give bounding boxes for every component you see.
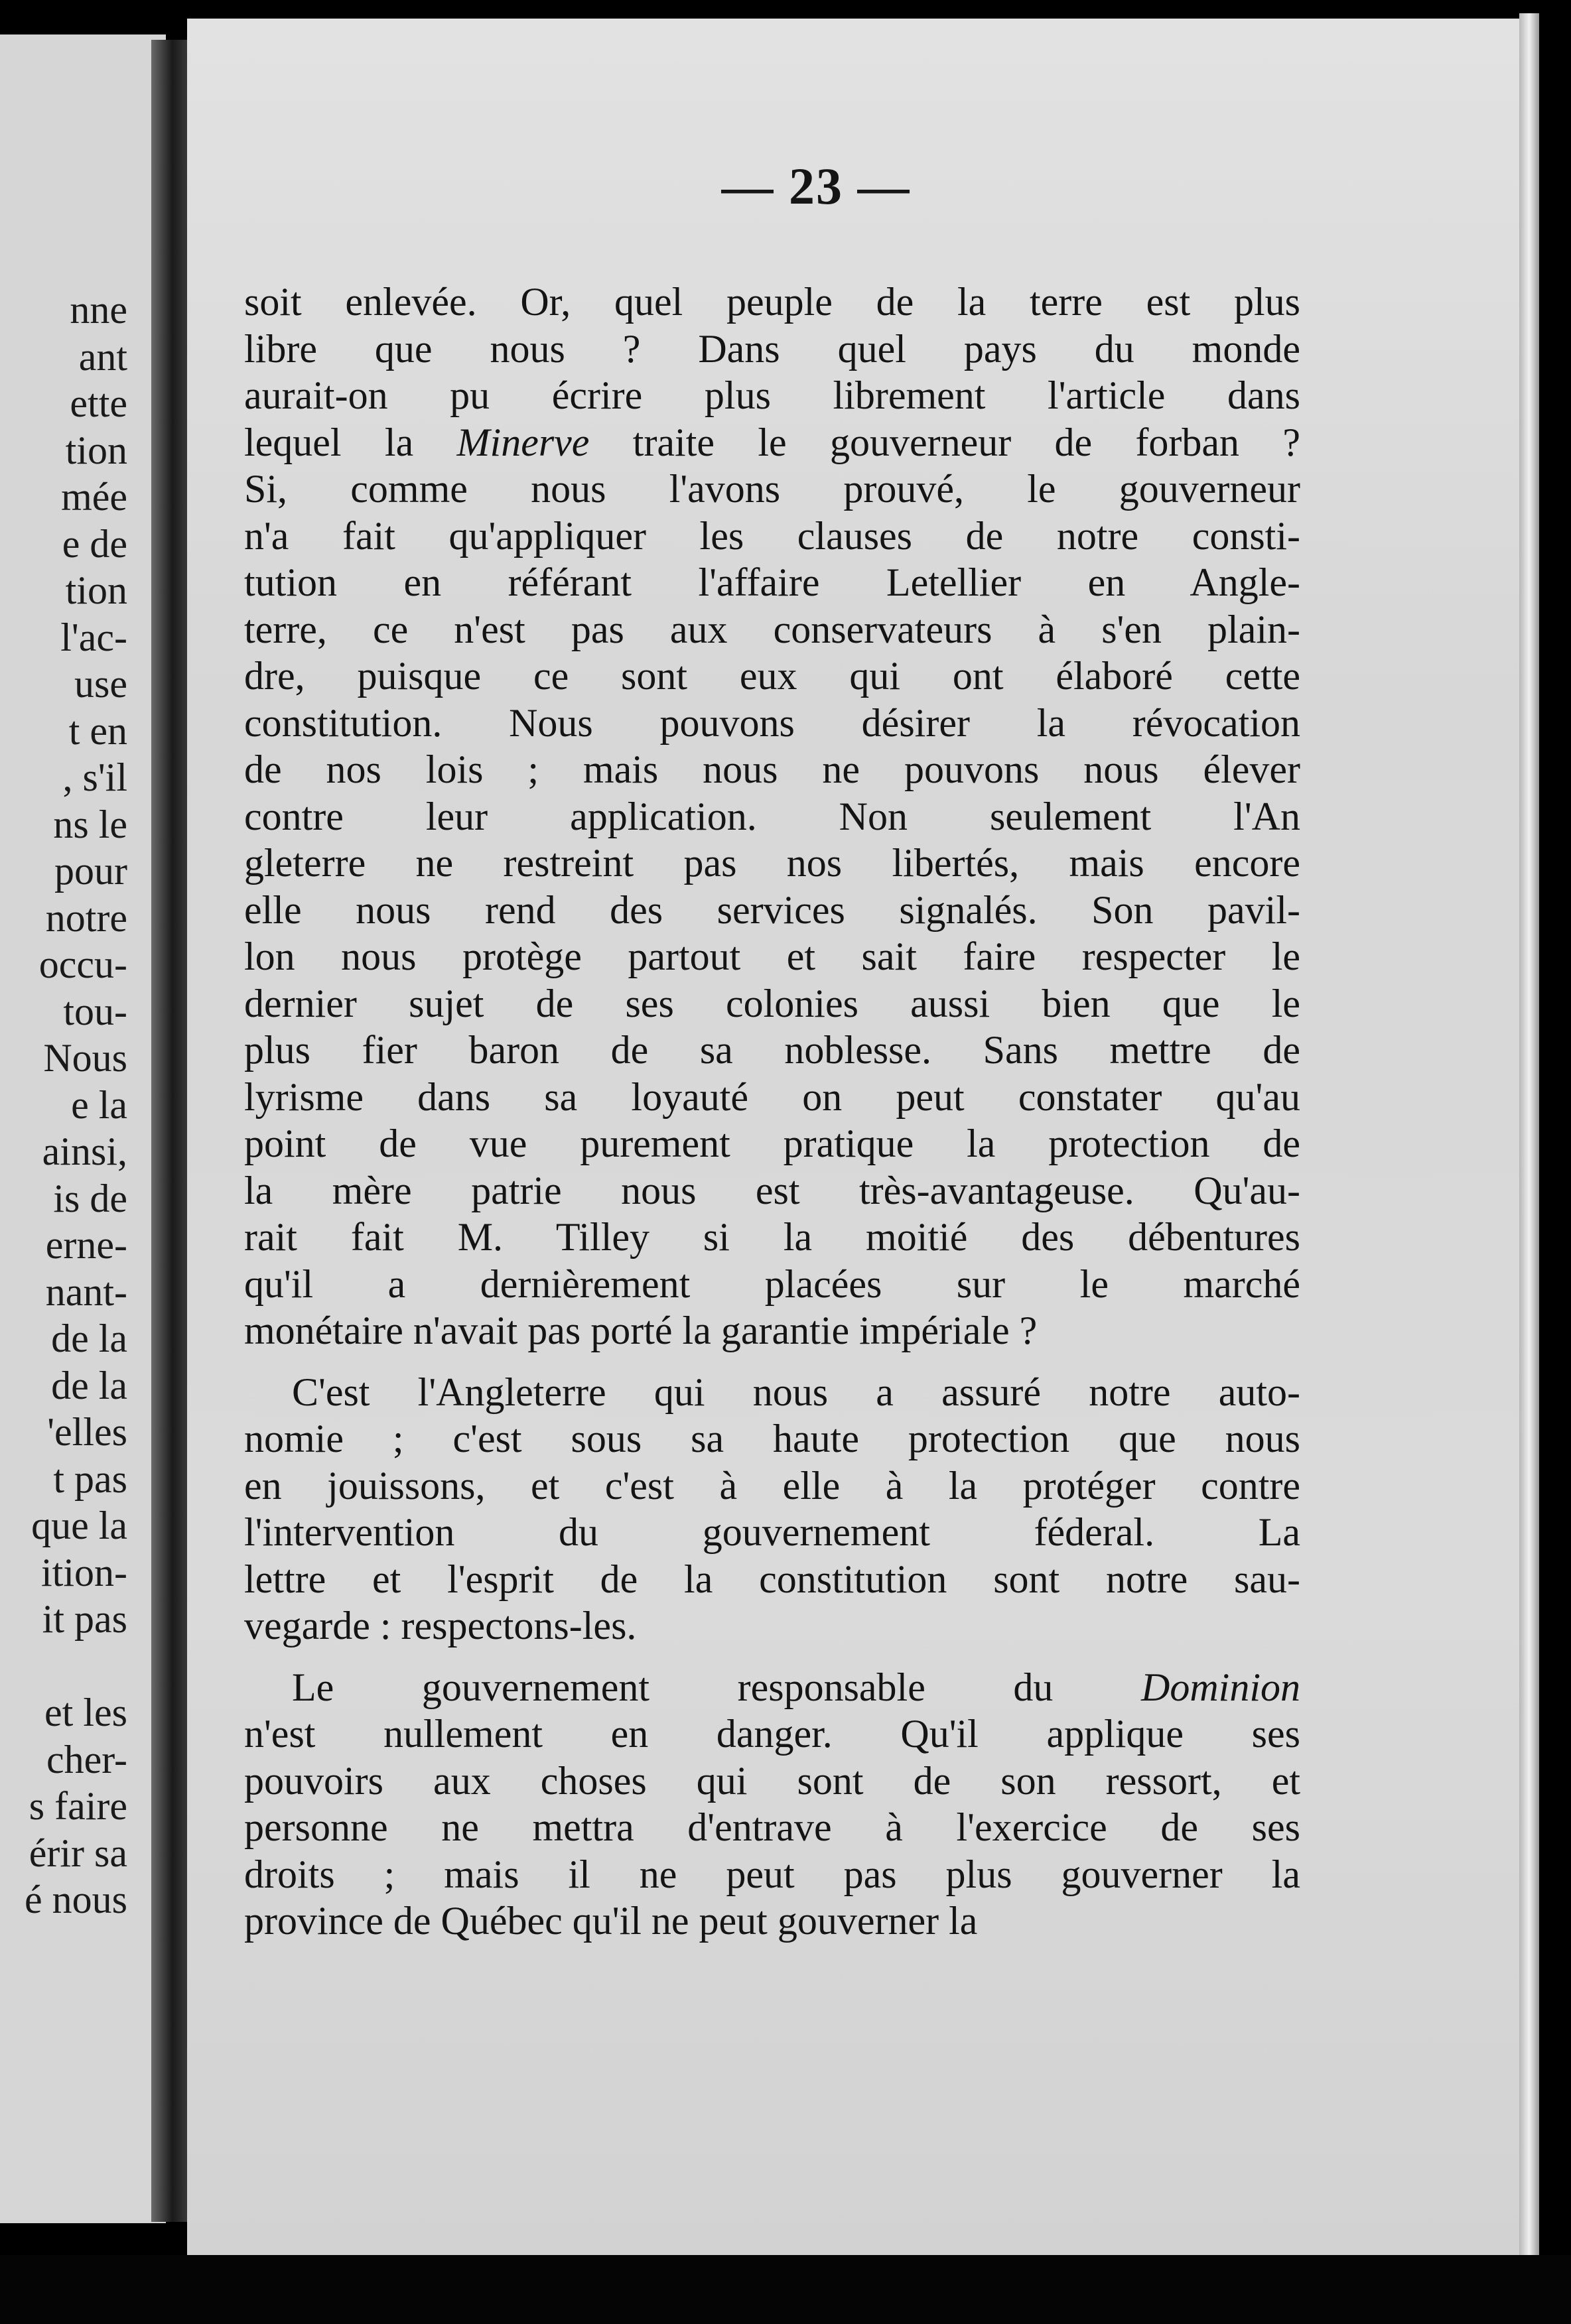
facing-page-fragment: t en: [68, 708, 127, 753]
facing-page-fragment: is de: [53, 1176, 127, 1220]
facing-page-fragment: tion: [65, 428, 127, 472]
text-line: constitution. Nous pouvons désirer la révocation: [244, 700, 1300, 745]
text-line: tution en référant l'affaire Letellier en Angle-: [244, 560, 1300, 604]
text-line: province de Québec qu'il ne peut gouverner la: [244, 1899, 978, 1943]
facing-page-fragment: e la: [71, 1082, 127, 1127]
text-line: l'intervention du gouvernement féderal. La: [244, 1510, 1300, 1554]
facing-page-edge: [0, 34, 166, 2223]
text-line: point de vue purement pratique la protection de: [244, 1122, 1300, 1165]
text-line: terre, ce n'est pas aux conservateurs à s'en plain-: [244, 607, 1300, 651]
facing-page-fragment: tou-: [63, 989, 127, 1033]
text-line: elle nous rend des services signalés. Son pavil-: [244, 887, 1300, 932]
facing-page-fragment: tion: [65, 568, 127, 612]
page-number: — 23 —: [721, 157, 911, 215]
text-line: droits ; mais il ne peut pas plus gouverner la: [244, 1852, 1300, 1896]
text-line: aurait-on pu écrire plus librement l'article dans: [244, 373, 1300, 417]
text-line: de nos lois ; mais nous ne pouvons nous élever: [244, 747, 1300, 791]
facing-page-fragment: cher-: [46, 1737, 127, 1781]
italic-term: Minerve: [456, 420, 590, 464]
text-line: qu'il a dernièrement placées sur le marché: [244, 1261, 1300, 1306]
facing-page-text-fragments: [25, 287, 127, 1923]
text-segment: traite le gouverneur de forban ?: [589, 420, 1300, 464]
text-line: contre leur application. Non seulement l'An: [244, 794, 1300, 838]
text-line: libre que nous ? Dans quel pays du monde: [244, 326, 1300, 371]
text-line: soit enlevée. Or, quel peuple de la terre est plus: [244, 280, 1300, 324]
facing-page-fragment: nant-: [45, 1269, 127, 1314]
text-segment: lequel la: [244, 420, 457, 464]
text-line: personne ne mettra d'entrave à l'exercice de ses: [244, 1805, 1300, 1849]
page-right-edge: [1519, 13, 1539, 2268]
facing-page-fragment: érir sa: [29, 1831, 127, 1875]
paragraph: [244, 1664, 1300, 1945]
text-line: C'est l'Angleterre qui nous a assuré notre auto-: [292, 1370, 1300, 1414]
facing-page-fragment: et les: [44, 1691, 127, 1734]
facing-page-fragment: l'ac-: [60, 615, 127, 659]
text-line: lyrisme dans sa loyauté on peut constater qu'au: [244, 1074, 1300, 1119]
facing-page-fragment: mée: [61, 475, 127, 519]
paragraph: [244, 279, 1300, 1354]
facing-page-fragment: occu-: [38, 942, 127, 986]
facing-page-fragment: ainsi,: [42, 1130, 127, 1173]
text-segment: Le gouvernement responsable du: [292, 1665, 1141, 1709]
text-line: n'est nullement en danger. Qu'il applique ses: [244, 1712, 1300, 1756]
facing-page-fragment: s faire: [29, 1784, 127, 1828]
facing-page-fragment: pour: [54, 849, 127, 893]
italic-term: Dominion: [1141, 1665, 1300, 1709]
text-line: dre, puisque ce sont eux qui ont élaboré cette: [244, 654, 1300, 698]
text-line: pouvoirs aux choses qui sont de son ressort, et: [244, 1758, 1300, 1803]
facing-page-fragment: e de: [62, 521, 127, 566]
facing-page-fragment: notre: [45, 895, 127, 940]
facing-page-fragment: ant: [78, 334, 127, 379]
facing-page-fragment: de la: [51, 1317, 127, 1360]
facing-page-fragment: [25, 1643, 127, 1690]
facing-page-fragment: ition-: [41, 1550, 127, 1594]
facing-page-fragment: , s'il: [62, 755, 127, 799]
facing-page-fragment: Nous: [43, 1036, 127, 1080]
facing-page-fragment: erne-: [45, 1223, 127, 1267]
facing-page-fragment: é nous: [25, 1878, 127, 1921]
text-line: [244, 1664, 1300, 1711]
text-line: dernier sujet de ses colonies aussi bien que le: [244, 981, 1300, 1025]
text-line: la mère patrie nous est très-avantageuse. Qu'au-: [244, 1168, 1300, 1212]
text-line: vegarde : respectons-les.: [244, 1604, 637, 1647]
scan-bottom-margin: [0, 2255, 1571, 2324]
text-line: gleterre ne restreint pas nos libertés, mais encore: [244, 841, 1300, 885]
text-line: rait fait M. Tilley si la moitié des débentures: [244, 1215, 1300, 1259]
facing-page-fragment: ette: [70, 381, 127, 425]
text-line: plus fier baron de sa noblesse. Sans mettre de: [244, 1028, 1300, 1072]
body-text: [244, 279, 1300, 1959]
facing-page-fragment: use: [74, 662, 127, 706]
text-line: [244, 419, 1300, 466]
facing-page-fragment: ns le: [53, 802, 127, 846]
text-line: monétaire n'avait pas porté la garantie impériale ?: [244, 1309, 1038, 1352]
text-line: n'a fait qu'appliquer les clauses de notre consti-: [244, 513, 1300, 558]
facing-page-fragment: t pas: [53, 1456, 127, 1501]
text-line: lon nous protège partout et sait faire respecter le: [244, 935, 1300, 978]
facing-page-fragment: nne: [70, 288, 127, 332]
text-line: en jouissons, et c'est à elle à la protéger contre: [244, 1463, 1300, 1508]
paragraph: [244, 1369, 1300, 1649]
text-line: nomie ; c'est sous sa haute protection que nous: [244, 1417, 1300, 1460]
facing-page-fragment: 'elles: [47, 1410, 127, 1454]
text-line: Si, comme nous l'avons prouvé, le gouverneur: [244, 467, 1300, 511]
facing-page-fragment: de la: [51, 1363, 127, 1407]
text-line: lettre et l'esprit de la constitution sont notre sau-: [244, 1557, 1300, 1601]
facing-page-fragment: it pas: [42, 1597, 127, 1641]
facing-page-fragment: que la: [31, 1504, 127, 1547]
